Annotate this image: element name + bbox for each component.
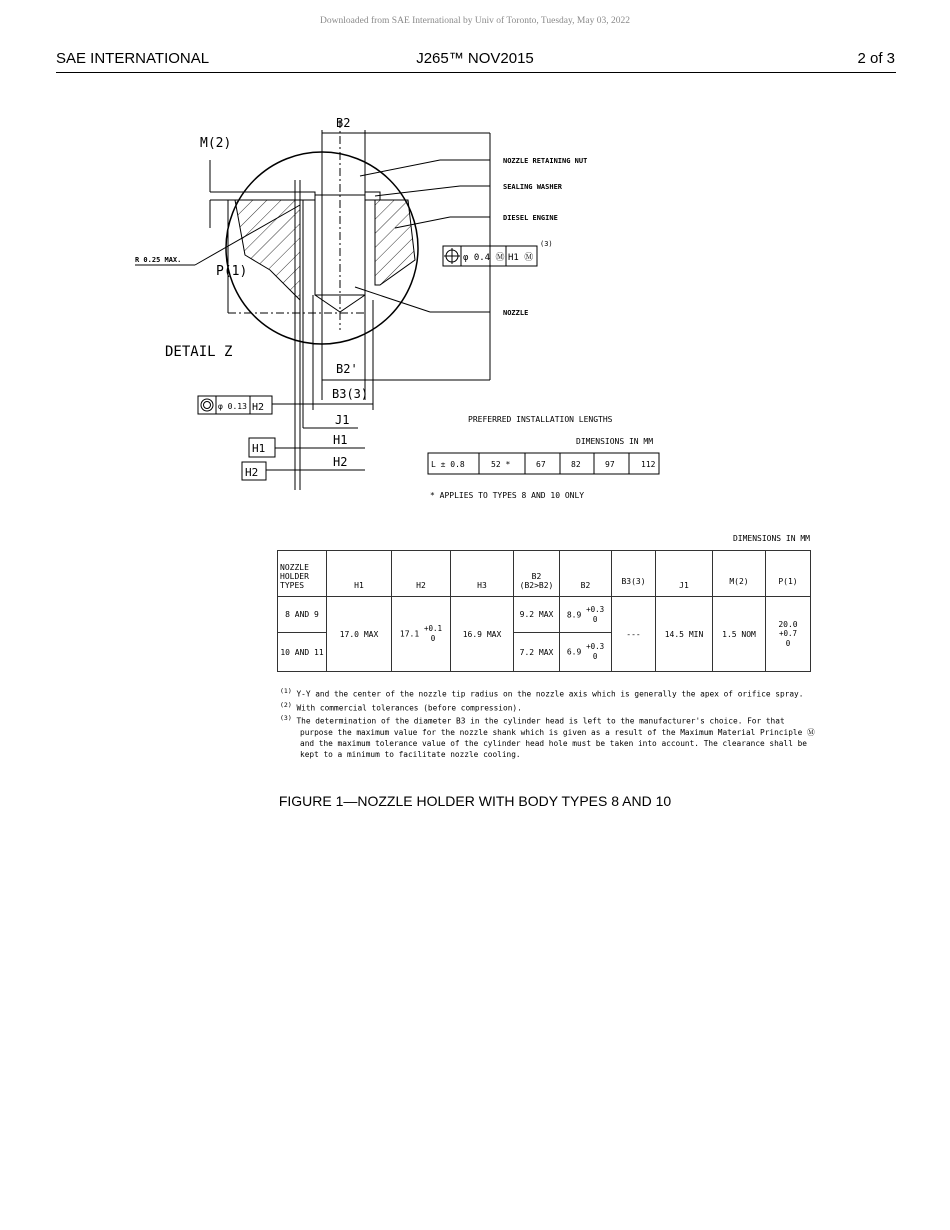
b3-cell: --- — [612, 597, 656, 672]
b2-max-cell: 7.2 MAX — [514, 633, 560, 672]
h2-cell: 17.1 +0.1 0 — [392, 597, 451, 672]
installation-cell: 82 — [571, 460, 581, 469]
figure-caption: FIGURE 1—NOZZLE HOLDER WITH BODY TYPES 8 AND 10 — [278, 793, 672, 809]
label-p: P(1) — [216, 264, 248, 279]
label-h1: H1 — [333, 433, 348, 447]
table-row — [278, 597, 811, 633]
header-h1: H1 — [327, 551, 392, 597]
b2-cell: 8.9 +0.3 0 — [560, 597, 612, 633]
label-engine: DIESEL ENGINE — [503, 214, 558, 222]
j1-cell: 14.5 MIN — [656, 597, 713, 672]
header-publisher: SAE INTERNATIONAL — [56, 50, 210, 67]
footnote: $^{(2)}$ With commercial tolerances (before compression). — [280, 700, 522, 713]
installation-title: PREFERRED INSTALLATION LENGTHS — [468, 415, 613, 424]
installation-cell: 52 * — [491, 460, 511, 469]
spec-table — [277, 550, 811, 672]
header-types: NOZZLE HOLDER TYPES — [278, 551, 327, 597]
label-h2: H2 — [333, 455, 348, 469]
installation-cell: 97 — [605, 460, 615, 469]
footnotes — [280, 686, 815, 760]
installation-footnote: * APPLIES TO TYPES 8 AND 10 ONLY — [430, 491, 585, 500]
installation-cell: 67 — [536, 460, 546, 469]
position-tolerance-datum: H1 Ⓜ — [508, 253, 534, 263]
installation-table — [428, 453, 659, 474]
footnote: $^{(3)}$ The determination of the diameter B3 in the cylinder head is left to the manufacturer's choice. For that purpose the maximum value for the nozzle shank which is given as a result of the Maximum Material Principle Ⓜ and the maximum tolerance value of the cylinder head hole must be taken into account. The clearance shall be kept to a minimum to facilitate nozzle cooling. — [280, 714, 815, 759]
label-b2: B2 — [336, 116, 351, 130]
spec-table-units: DIMENSIONS IN MM — [732, 534, 810, 543]
header-b2-max: B2 (B2>B2) — [514, 551, 560, 597]
cylinder-head-left — [235, 200, 300, 300]
label-r: R 0.25 MAX. — [135, 256, 182, 264]
b2-cell: 6.9 +0.3 0 — [560, 633, 612, 672]
b2-max-cell: 9.2 MAX — [514, 597, 560, 633]
label-nut: NOZZLE RETAINING NUT — [503, 157, 588, 165]
header-b2: B2 — [560, 551, 612, 597]
type-cell: 8 AND 9 — [278, 597, 327, 633]
header-h3: H3 — [451, 551, 514, 597]
label-b3: B3(3) — [332, 387, 369, 401]
download-notice: Downloaded from SAE International by Univ of Toronto, Tuesday, May 03, 2022 — [320, 16, 630, 26]
nozzle-drawing — [0, 0, 950, 520]
concentricity-value: φ 0.13 — [218, 402, 247, 411]
position-tolerance-value: φ 0.4 Ⓜ — [463, 253, 505, 263]
datum-h2: H2 — [245, 466, 259, 479]
installation-cell: L ± 0.8 — [431, 460, 465, 469]
label-j1: J1 — [335, 413, 350, 427]
label-washer: SEALING WASHER — [503, 183, 563, 191]
cylinder-head-right — [375, 200, 415, 285]
installation-cell: 112 — [641, 460, 656, 469]
header-j1: J1 — [656, 551, 713, 597]
label-m: M(2) — [200, 136, 232, 151]
h3-cell: 16.9 MAX — [451, 597, 514, 672]
position-tolerance-note: (3) — [540, 240, 553, 248]
header-p: P(1) — [766, 551, 811, 597]
label-detail: DETAIL Z — [165, 344, 233, 360]
footnote: $^{(1)}$ Y-Y and the center of the nozzle tip radius on the nozzle axis which is generally the apex of orifice spray. — [280, 687, 804, 699]
m-cell: 1.5 NOM — [713, 597, 766, 672]
header-page-number: 2 of 3 — [857, 50, 895, 67]
datum-h1: H1 — [252, 442, 266, 455]
h1-cell: 17.0 MAX — [327, 597, 392, 672]
header-m: M(2) — [713, 551, 766, 597]
p-cell: 20.0 +0.7 0 — [766, 597, 811, 672]
concentricity-datum: H2 — [252, 402, 265, 413]
installation-units: DIMENSIONS IN MM — [576, 437, 654, 446]
header-h2: H2 — [392, 551, 451, 597]
label-nozzle: NOZZLE — [503, 309, 529, 317]
type-cell: 10 AND 11 — [278, 633, 327, 672]
label-b2-prime: B2' — [336, 362, 358, 376]
header-standard: J265™ NOV2015 — [416, 50, 534, 67]
table-header-row — [278, 551, 811, 597]
washer-left — [300, 192, 315, 200]
header-b3: B3(3) — [612, 551, 656, 597]
